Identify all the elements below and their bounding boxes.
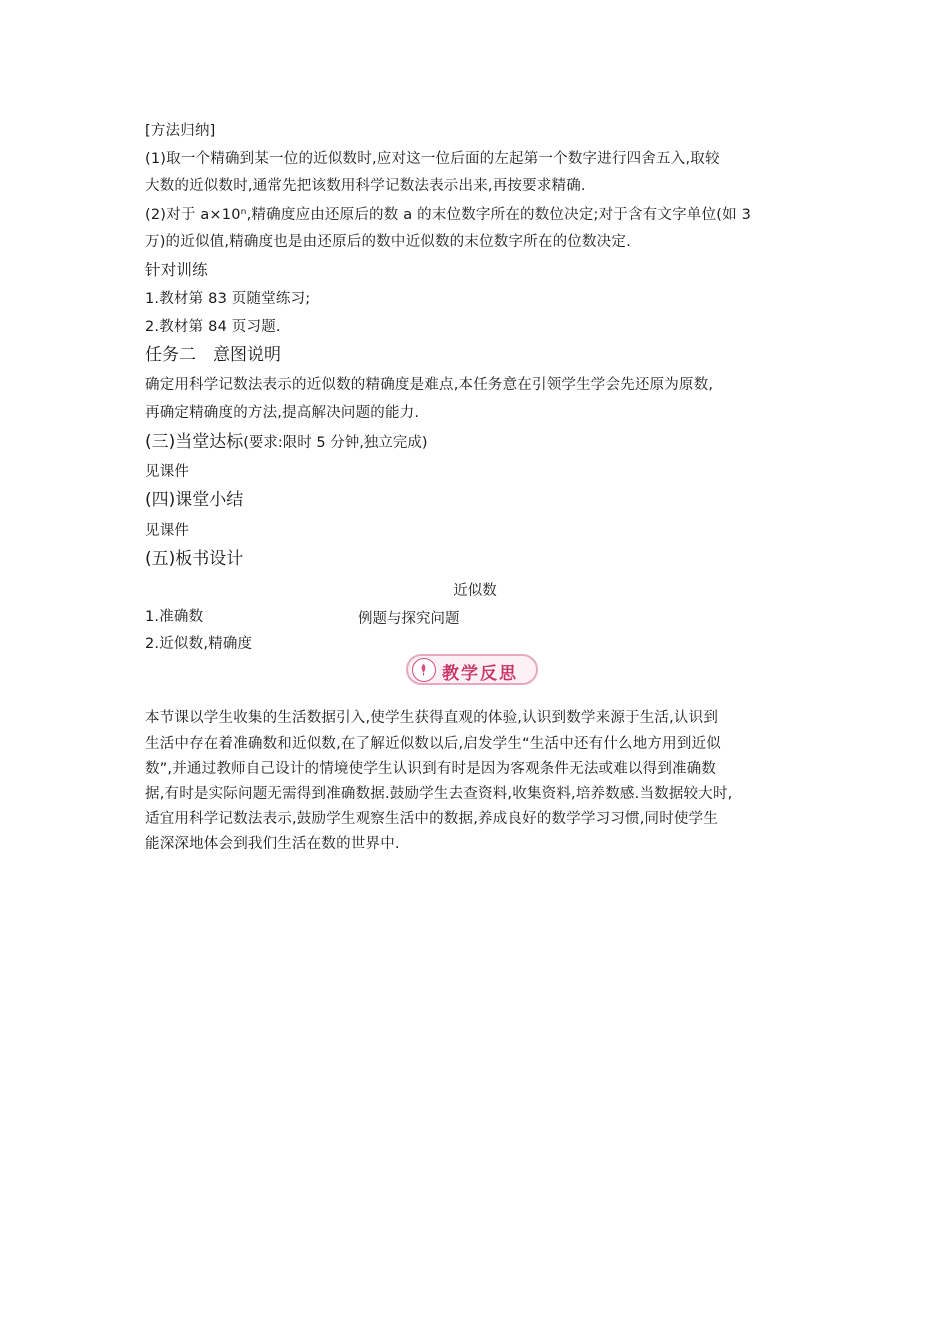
reflection-line-2: 生活中存在着准确数和近似数,在了解近似数以后,启发学生“生活中还有什么地方用到近似 xyxy=(145,736,721,752)
reflection-line-1: 本节课以学生收集的生活数据引入,使学生获得直观的体验,认识到数学来源于生活,认识到 xyxy=(145,710,719,726)
section3-heading-row xyxy=(145,432,428,453)
task2-heading: 任务二 意图说明 xyxy=(145,345,281,365)
section3-heading: (三)当堂达标 xyxy=(145,432,244,452)
task2-paragraph-line-2: 再确定精确度的方法,提高解决问题的能力. xyxy=(145,405,420,421)
board-right-item-1: 例题与探究问题 xyxy=(358,611,460,627)
reflection-line-5: 适宜用科学记数法表示,鼓励学生观察生活中的数据,养成良好的数学学习习惯,同时使学生 xyxy=(145,811,719,827)
section5-heading: (五)板书设计 xyxy=(145,549,244,569)
board-title: 近似数 xyxy=(453,583,497,599)
reflection-line-6: 能深深地体会到我们生活在数的世界中. xyxy=(145,836,400,852)
training-item-2: 2.教材第 84 页习题. xyxy=(145,319,281,335)
training-item-1: 1.教材第 83 页随堂练习; xyxy=(145,291,311,307)
reflection-badge xyxy=(406,654,538,685)
method-paragraph-1-line-2: 大数的近似数时,通常先把该数用科学记数法表示出来,再按要求精确. xyxy=(145,178,586,194)
method-paragraph-2-line-1: (2)对于 a×10ⁿ,精确度应由还原后的数 a 的末位数字所在的数位决定;对于含有文字单位(如 3 xyxy=(145,207,751,223)
board-left-item-1: 1.准确数 xyxy=(145,609,204,625)
section3-body: 见课件 xyxy=(145,464,190,480)
reflection-badge-label: 教学反思 xyxy=(442,664,518,684)
section3-note: (要求:限时 5 分钟,独立完成) xyxy=(243,435,428,451)
task2-paragraph-line-1: 确定用科学记数法表示的近似数的精确度是难点,本任务意在引领学生学会先还原为原数, xyxy=(145,377,714,393)
section4-body: 见课件 xyxy=(145,523,190,539)
feather-pen-icon xyxy=(412,658,436,682)
method-heading: [方法归纳] xyxy=(145,123,216,139)
method-paragraph-1-line-1: (1)取一个精确到某一位的近似数时,应对这一位后面的左起第一个数字进行四舍五入,取较 xyxy=(145,151,720,167)
reflection-line-4: 据,有时是实际问题无需得到准确数据.鼓励学生去查资料,收集资料,培养数感.当数据较大时, xyxy=(145,786,733,802)
board-left-item-2: 2.近似数,精确度 xyxy=(145,636,253,652)
section4-heading: (四)课堂小结 xyxy=(145,490,244,510)
reflection-line-3: 数”,并通过教师自己设计的情境使学生认识到有时是因为客观条件无法或难以得到准确数 xyxy=(145,761,717,777)
training-heading: 针对训练 xyxy=(145,261,208,279)
method-paragraph-2-line-2: 万)的近似值,精确度也是由还原后的数中近似数的末位数字所在的位数决定. xyxy=(145,234,631,250)
